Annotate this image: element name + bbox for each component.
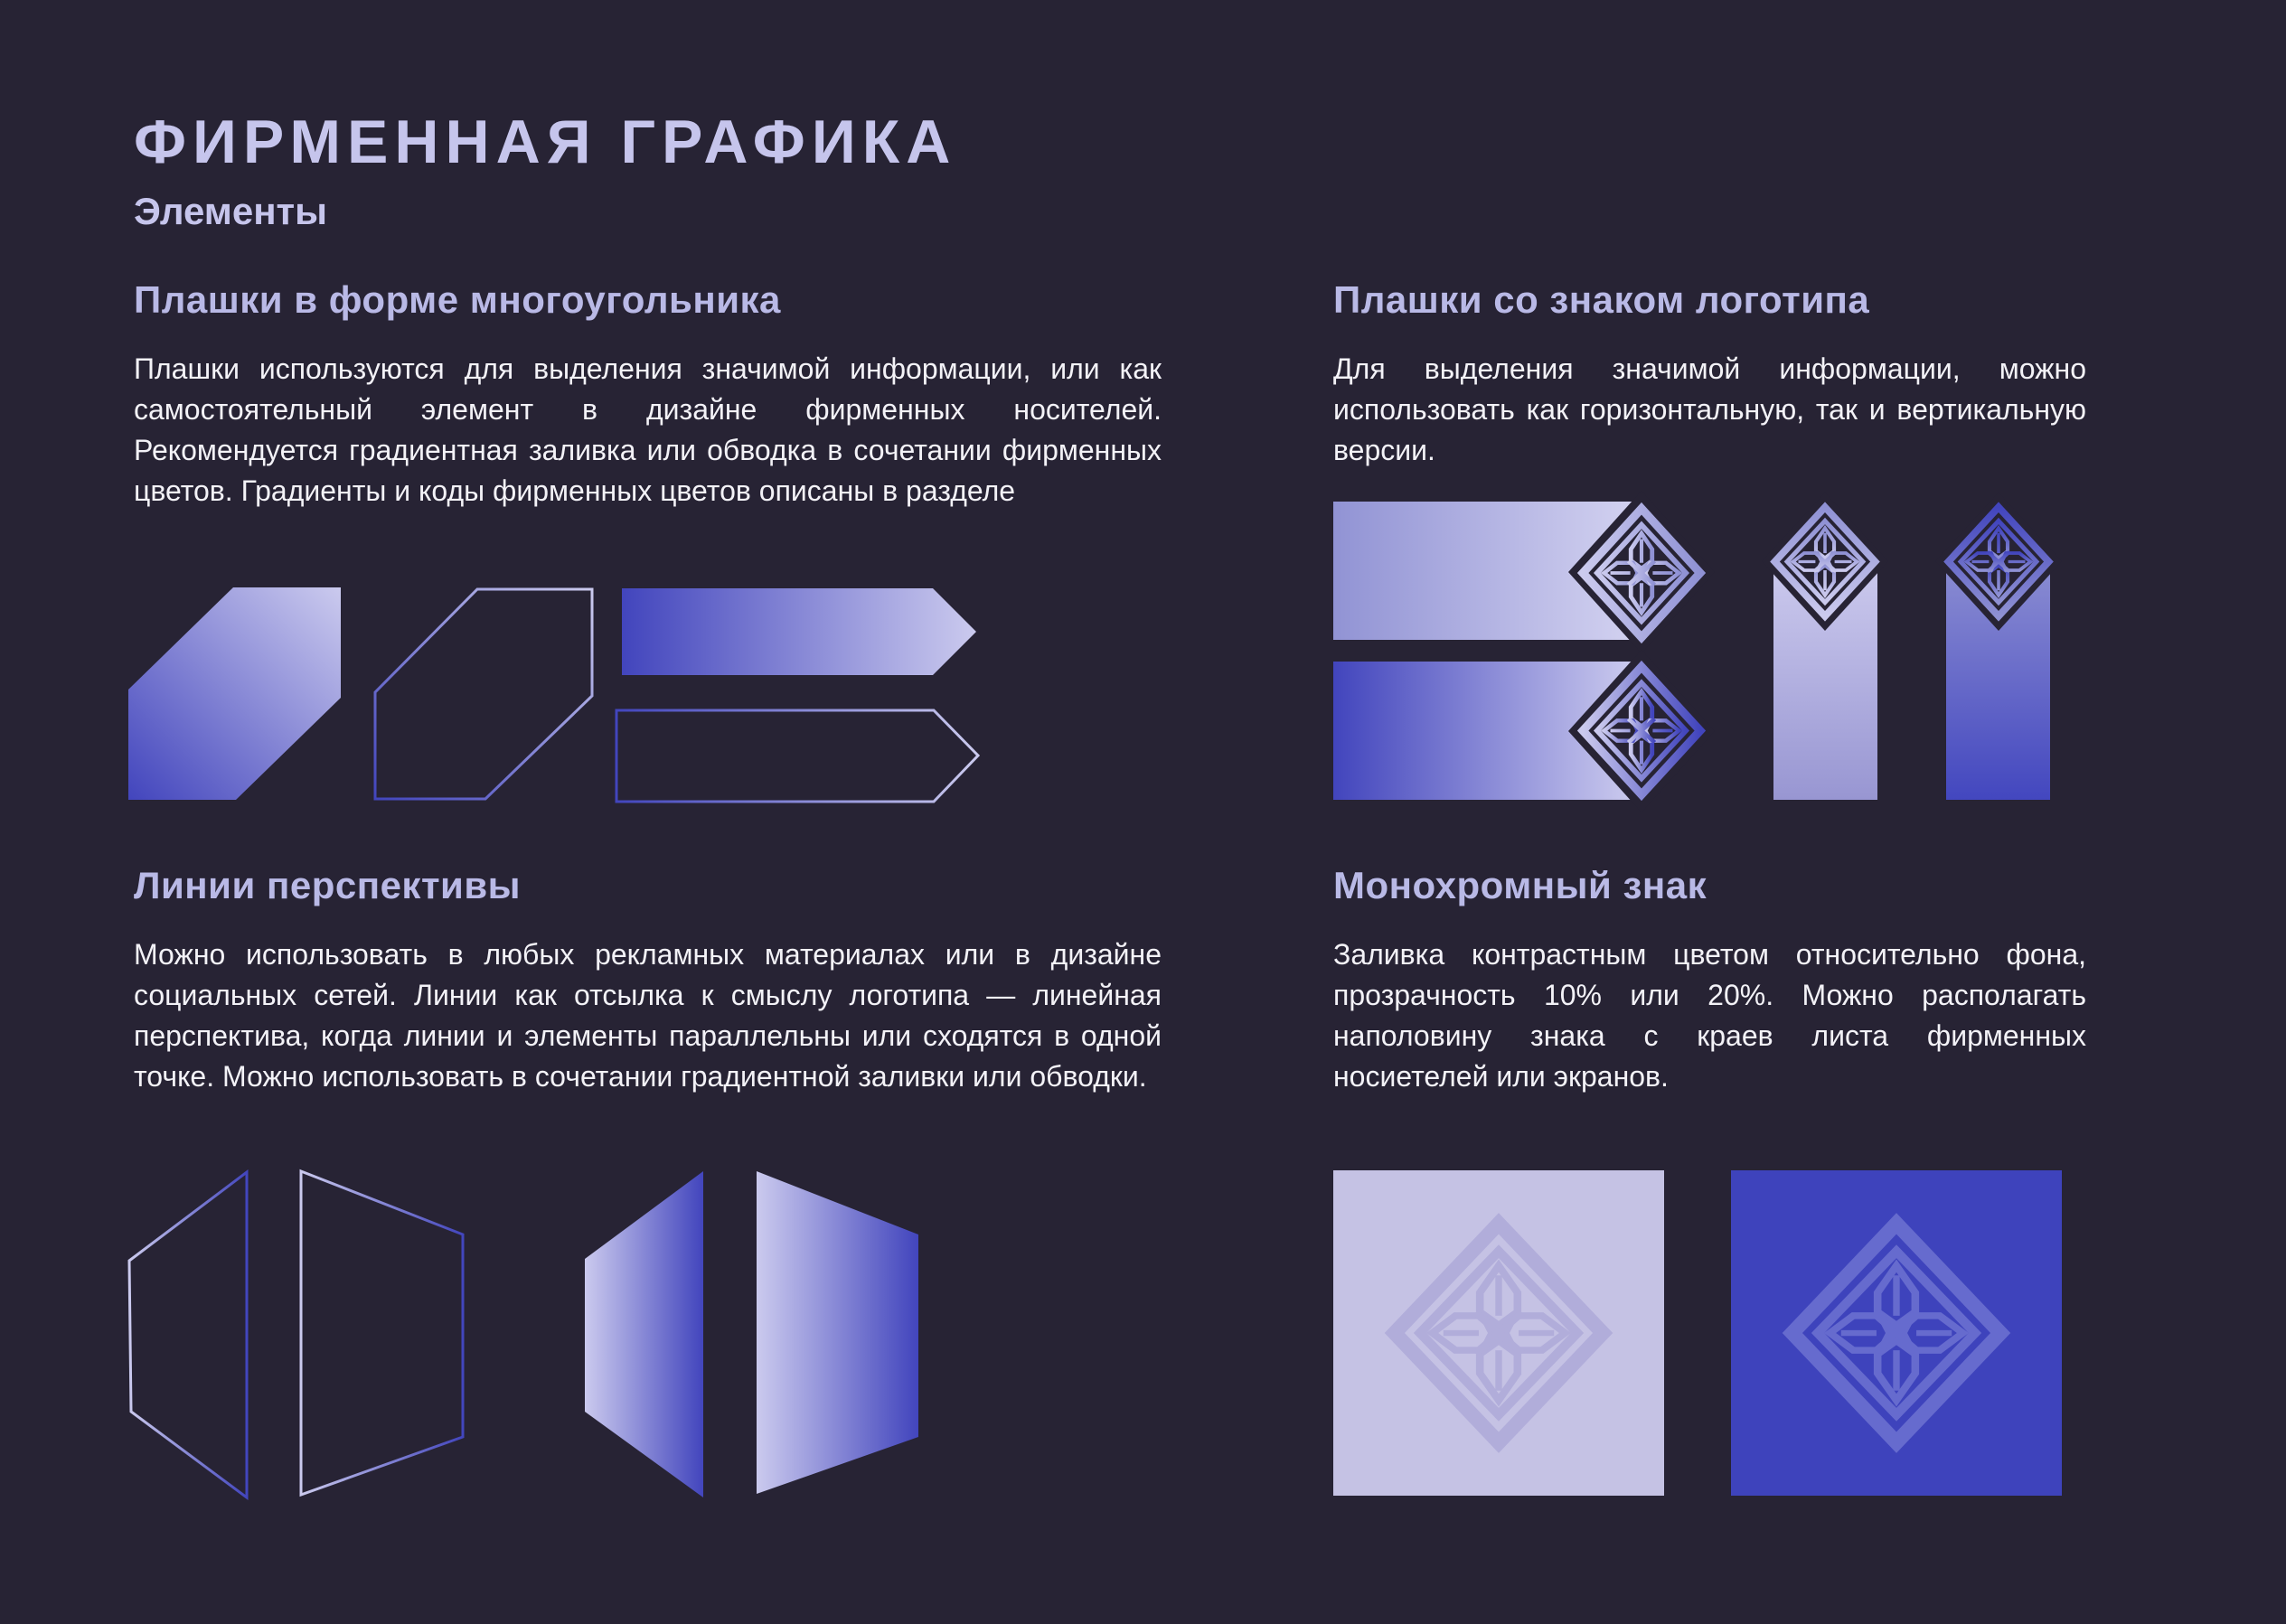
perspective-panel-filled-right <box>757 1171 918 1494</box>
perspective-panel-outlined-left <box>129 1172 247 1497</box>
section-monochrome-sign <box>1333 864 2086 1097</box>
page-title: ФИРМЕННАЯ ГРАФИКА <box>134 108 957 176</box>
section-heading: Монохромный знак <box>1333 864 1707 906</box>
section-heading: Плашки в форме многоугольника <box>134 278 781 321</box>
polygon-plate-filled <box>128 587 341 800</box>
section-body: Можно использовать в любых рекламных материалах или в дизайне социальных сетей. Линии как отсылка к смыслу логотипа — линейная перспектива, когда линии и элементы параллельны или сходятся в одной точке. Можно использовать в сочетании градиентной заливки или обводки. <box>134 938 1162 1093</box>
page-subtitle: Элементы <box>134 190 327 232</box>
section-logo-plates <box>1333 278 2086 471</box>
section-perspective-lines <box>134 864 1162 1097</box>
section-body: Плашки используются для выделения значимой информации, или как самостоятельный элемент в дизайне фирменных носителей. Рекомендуется градиентная заливка или обводка в сочетании фирменных цветов. Градиенты и коды фирменных цветов описаны в разделе <box>134 352 1162 507</box>
section-polygon-plates <box>134 278 1162 512</box>
section-body: Заливка контрастным цветом относительно фона, прозрачность 10% или 20%. Можно располагать наполовину знака с краев листа фирменных носиетелей или экранов. <box>1333 938 2086 1093</box>
polygon-plate-outlined <box>375 589 592 799</box>
arrow-plate-filled <box>622 588 976 675</box>
perspective-panel-outlined-right <box>301 1171 463 1495</box>
perspective-panel-filled-left <box>585 1171 703 1497</box>
section-body: Для выделения значимой информации, можно использовать как горизонтальную, так и вертикальную версии. <box>1333 352 2086 466</box>
section-heading: Плашки со знаком логотипа <box>1333 278 1870 321</box>
arrow-plate-outlined <box>616 710 978 802</box>
section-heading: Линии перспективы <box>134 864 522 906</box>
